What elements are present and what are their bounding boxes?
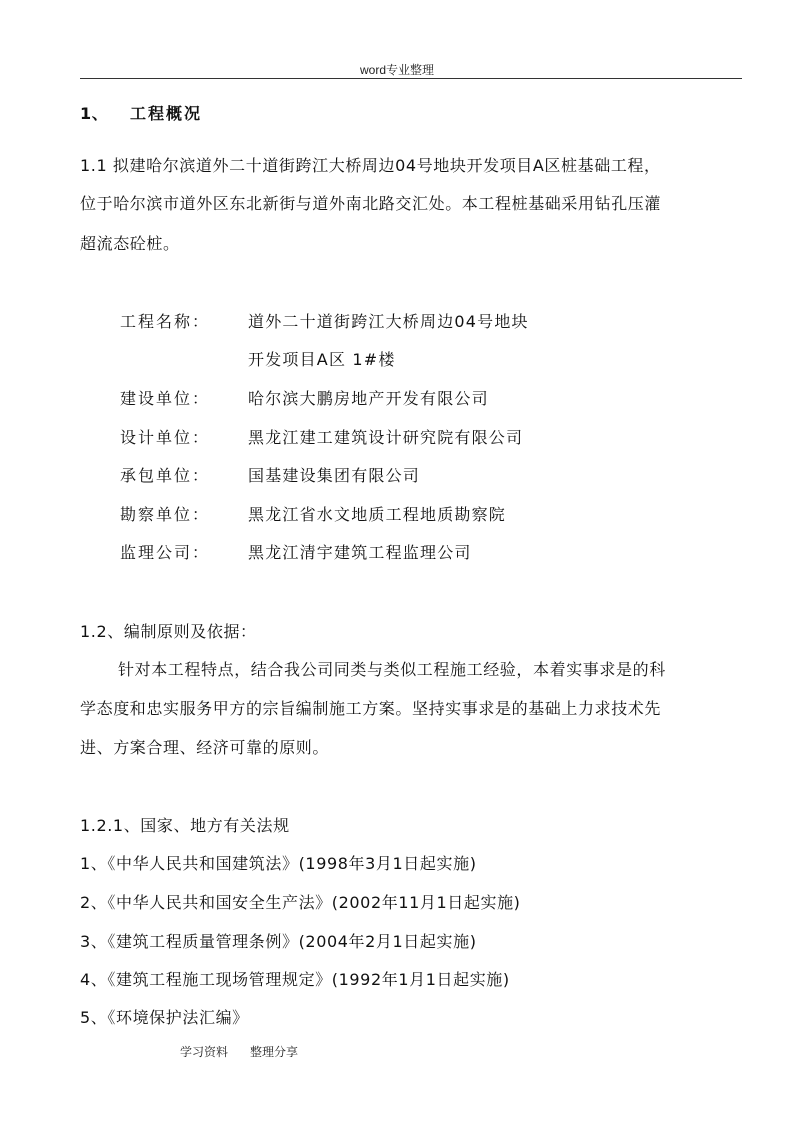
paragraph-line: 进、方案合理、经济可靠的原则。 — [80, 738, 330, 757]
law-list-item: 5、《环境保护法汇编》 — [80, 1008, 249, 1027]
info-label: 承包单位： — [120, 466, 211, 485]
info-value: 黑龙江省水文地质工程地质勘察院 — [248, 505, 507, 524]
info-value: 国基建设集团有限公司 — [248, 466, 421, 485]
law-list-item: 1、《中华人民共和国建筑法》(1998年3月1日起实施) — [80, 854, 477, 873]
law-list-item: 2、《中华人民共和国安全生产法》(2002年11月1日起实施) — [80, 893, 521, 912]
info-label: 工程名称： — [120, 312, 211, 331]
paragraph-line: 超流态砼桩。 — [80, 234, 180, 253]
info-label: 建设单位： — [120, 389, 211, 408]
paragraph-line: 学态度和忠实服务甲方的宗旨编制施工方案。坚持实事求是的基础上力求技术先 — [80, 699, 662, 718]
footer-right-text: 整理分享 — [250, 1045, 299, 1059]
info-value: 开发项目A区 1#楼 — [248, 350, 396, 369]
header-rule — [80, 78, 742, 79]
info-label: 监理公司： — [120, 543, 211, 562]
info-value: 哈尔滨大鹏房地产开发有限公司 — [248, 389, 489, 408]
info-value: 黑龙江建工建筑设计研究院有限公司 — [248, 428, 524, 447]
paragraph-line: 1.1 拟建哈尔滨道外二十道街跨江大桥周边04号地块开发项目A区桩基础工程， — [80, 156, 661, 175]
section-1-number: 1、 — [80, 104, 109, 123]
info-value: 黑龙江清宇建筑工程监理公司 — [248, 543, 472, 562]
info-value: 道外二十道街跨江大桥周边04号地块 — [248, 312, 529, 331]
page-header: word专业整理 — [359, 63, 434, 77]
law-list-item: 3、《建筑工程质量管理条例》(2004年2月1日起实施) — [80, 932, 477, 951]
law-list-item: 4、《建筑工程施工现场管理规定》(1992年1月1日起实施) — [80, 970, 510, 989]
paragraph-line: 针对本工程特点，结合我公司同类与类似工程施工经验，本着实事求是的科 — [118, 660, 666, 679]
footer-left-text: 学习资料 — [180, 1045, 229, 1059]
page-footer — [180, 1043, 298, 1060]
section-1-2-heading: 1.2、编制原则及依据： — [80, 622, 257, 641]
section-1-title: 工程概况 — [130, 104, 203, 123]
info-label: 勘察单位： — [120, 505, 211, 524]
info-label: 设计单位： — [120, 428, 211, 447]
paragraph-line: 位于哈尔滨市道外区东北新街与道外南北路交汇处。本工程桩基础采用钻孔压灌 — [80, 194, 662, 213]
section-1-2-1-heading: 1.2.1、国家、地方有关法规 — [80, 816, 290, 835]
